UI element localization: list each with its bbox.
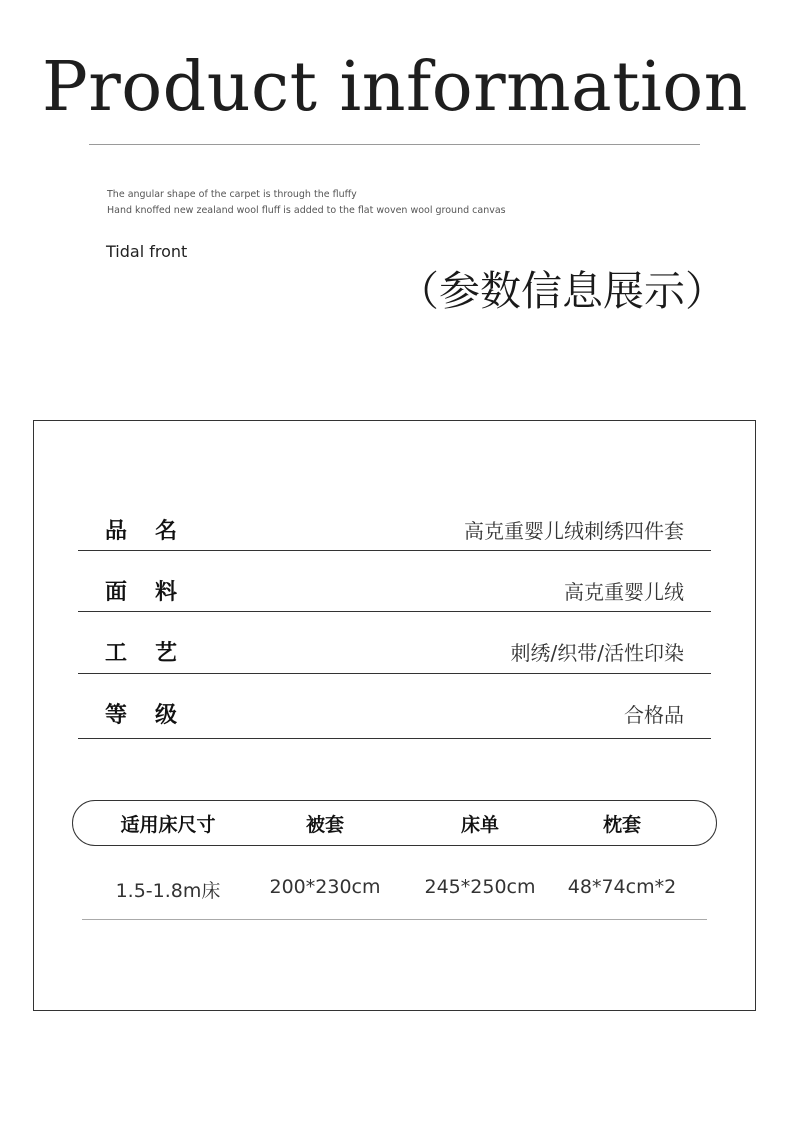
size-table-header: 枕套 [602, 814, 641, 836]
info-label-char: 名 [155, 519, 178, 544]
size-table-header: 适用床尺寸 [120, 814, 216, 836]
info-row-name [78, 505, 711, 551]
size-table-cell: 245*250cm [424, 876, 536, 898]
info-label-char: 料 [155, 580, 178, 605]
table-divider [82, 919, 707, 920]
info-label-char: 级 [155, 703, 178, 728]
info-row-grade [78, 674, 711, 739]
description-line: The angular shape of the carpet is through the fluffy [107, 189, 357, 200]
info-label [105, 698, 177, 729]
info-value: 合格品 [624, 703, 684, 727]
info-label-char: 品 [105, 519, 128, 544]
info-row-craft [78, 612, 711, 674]
info-value: 刺绣/织带/活性印染 [510, 641, 684, 665]
info-value: 高克重婴儿绒刺绣四件套 [464, 519, 684, 543]
info-label-char: 工 [105, 641, 128, 666]
size-table-cell: 1.5-1.8m床 [115, 880, 221, 902]
info-label-char: 面 [105, 580, 128, 605]
section-title-cn: （参数信息展示） [398, 267, 726, 315]
description [107, 187, 506, 219]
info-label [105, 636, 177, 667]
size-table-header: 床单 [460, 814, 499, 836]
page-title: Product information [41, 48, 749, 127]
description-line: Hand knoffed new zealand wool fluff is added to the flat woven wool ground canvas [107, 205, 506, 216]
info-value: 高克重婴儿绒 [564, 580, 684, 604]
size-table-header: 被套 [305, 814, 344, 836]
info-row-material [78, 551, 711, 612]
info-label [105, 575, 177, 606]
row-divider [78, 738, 711, 739]
info-label-char: 艺 [155, 641, 178, 666]
info-label [105, 514, 177, 545]
size-table-cell: 200*230cm [269, 876, 381, 898]
subtitle: Tidal front [106, 242, 188, 261]
size-table-cell: 48*74cm*2 [567, 876, 677, 898]
info-label-char: 等 [105, 703, 128, 728]
title-divider [89, 144, 700, 145]
